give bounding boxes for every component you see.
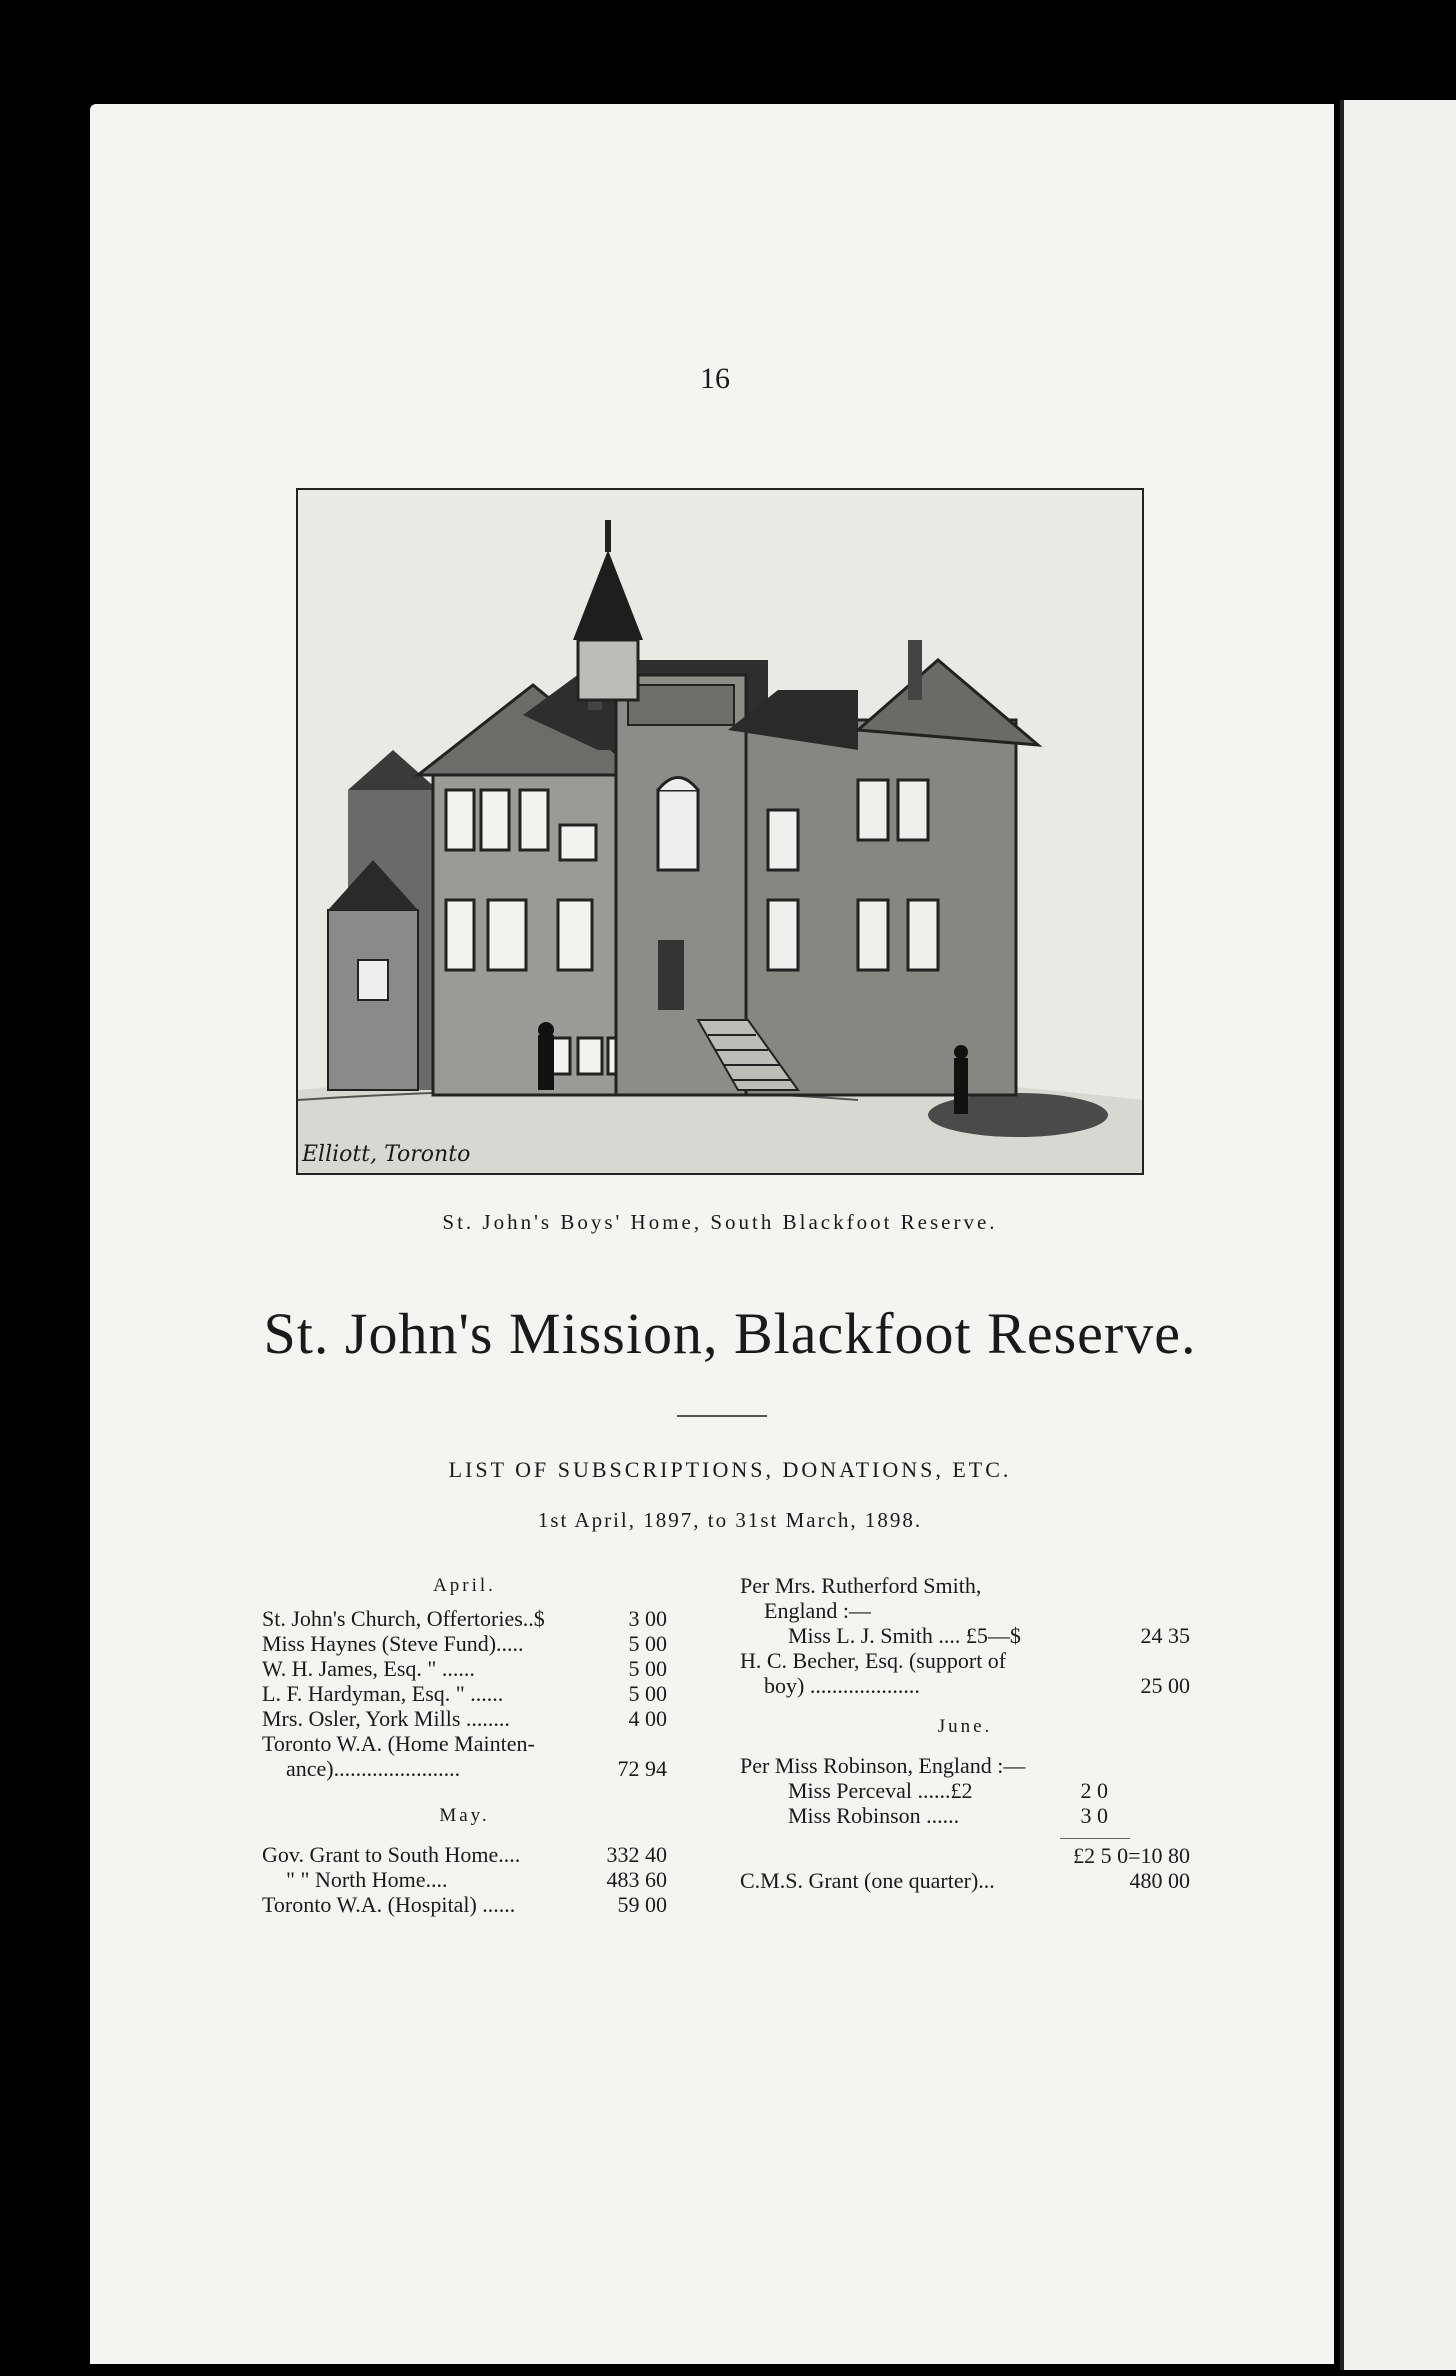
list-item: Miss Perceval ......£2 2 0 [788, 1778, 1108, 1803]
list-item: boy) .................... 25 00 [764, 1673, 1190, 1698]
page-number: 16 [700, 362, 730, 395]
list-item: Gov. Grant to South Home.... 332 40 [262, 1842, 667, 1867]
month-heading-april: April. [433, 1575, 496, 1596]
list-item: Toronto W.A. (Hospital) ...... 59 00 [262, 1892, 667, 1917]
list-item: Miss Robinson ...... 3 0 [788, 1803, 1108, 1828]
list-item: H. C. Becher, Esq. (support of [740, 1648, 1007, 1673]
page-gutter [1340, 100, 1344, 2370]
subtotal-rule [1060, 1838, 1130, 1839]
title-divider [677, 1415, 767, 1417]
list-item: England :— [764, 1598, 871, 1623]
list-item: St. John's Church, Offertories..$ 3 00 [262, 1606, 667, 1631]
list-item: Toronto W.A. (Home Mainten- [262, 1731, 535, 1756]
boys-home-drawing [298, 490, 1142, 1173]
section-subtitle: LIST OF SUBSCRIPTIONS, DONATIONS, ETC. [448, 1457, 1012, 1482]
month-heading-june: June. [937, 1716, 993, 1737]
list-item: L. F. Hardyman, Esq. " ...... 5 00 [262, 1681, 667, 1706]
date-range: 1st April, 1897, to 31st March, 1898. [537, 1508, 923, 1532]
list-item: £2 5 0=10 80 [1073, 1843, 1190, 1868]
list-item: W. H. James, Esq. " ...... 5 00 [262, 1656, 667, 1681]
next-page-edge [1340, 100, 1456, 2370]
figure-caption: St. John's Boys' Home, South Blackfoot Reserve. [442, 1210, 998, 1234]
list-item: Miss L. J. Smith .... £5—$ 24 35 [788, 1623, 1190, 1648]
list-item: C.M.S. Grant (one quarter)... 480 00 [740, 1868, 1190, 1893]
artist-signature: Elliott, Toronto [302, 1142, 471, 1167]
list-item: ance)....................... 72 94 [286, 1756, 667, 1781]
month-heading-may: May. [439, 1805, 490, 1826]
right-column [740, 1573, 1190, 1893]
list-item: " " North Home.... 483 60 [286, 1867, 667, 1892]
list-item: Miss Haynes (Steve Fund)..... 5 00 [262, 1631, 667, 1656]
list-item: Per Miss Robinson, England :— [740, 1753, 1026, 1778]
building-illustration [296, 488, 1144, 1175]
left-column [262, 1573, 667, 1917]
page-title: St. John's Mission, Blackfoot Reserve. [263, 1301, 1197, 1366]
list-item: Mrs. Osler, York Mills ........ 4 00 [262, 1706, 667, 1731]
list-item: Per Mrs. Rutherford Smith, [740, 1573, 982, 1598]
